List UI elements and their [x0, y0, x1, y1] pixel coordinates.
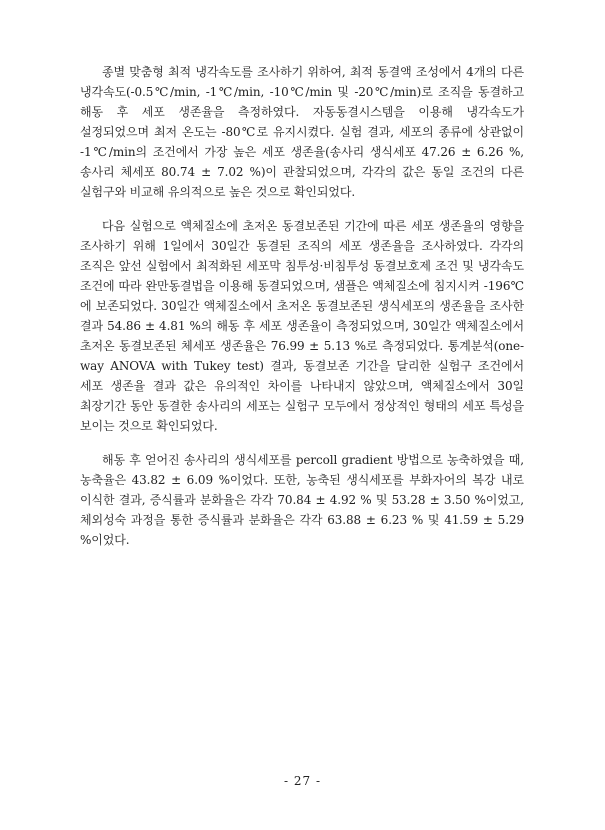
paragraph-germ-cell-enrichment: 해동 후 얻어진 송사리의 생식세포를 percoll gradient 방법으로 농축하였을 때, 농축율은 43.82 ± 6.09 %이었다. 또한, 농축된 생식세포를 부화자어의 복강 내로 이식한 결과, 증식률과 분화율은 각각 70.84 ± 4.92 % 및 53.28 ± 3.50 %이었고, 체외성숙 과정을 통한 증식률과 분화율은 각각 63.88 ± 6.23 % 및 41.59 ± 5.29 %이었다. [80, 453, 524, 547]
page-number: - 27 - [283, 774, 321, 788]
body-text [80, 62, 524, 564]
paragraph-cooling-rate: 종별 맞춤형 최적 냉각속도를 조사하기 위하여, 최적 동결액 조성에서 4개의 다른 냉각속도(-0.5℃/min, -1℃/min, -10℃/min 및 -20℃/min)로 조직을 동결하고 해동 후 세포 생존율을 측정하였다. 자동동결시스템을 이용해 냉각속도가 설정되었으며 최저 온도는 -80℃로 유지시켰다. 실험 결과, 세포의 종류에 상관없이 -1℃/min의 조건에서 가장 높은 세포 생존율(송사리 생식세포 47.26 ± 6.26 %, 송사리 체세포 80.74 ± 7.02 %)이 관찰되었으며, 각각의 값은 동일 조건의 다른 실험구와 비교해 유의적으로 높은 것으로 확인되었다. [80, 65, 524, 199]
paragraph-storage-period: 다음 실험으로 액체질소에 초저온 동결보존된 기간에 따른 세포 생존율의 영향을 조사하기 위해 1일에서 30일간 동결된 조직의 세포 생존율을 조사하였다. 각각의 조직은 앞선 실험에서 최적화된 세포막 침투성·비침투성 동결보호제 조건 및 냉각속도 조건에 따라 완만동결법을 이용해 동결되었으며, 샘플은 액체질소에 침지시켜 -196℃에 보존되었다. 30일간 액체질소에서 초저온 동결보존된 생식세포의 생존율을 조사한 결과 54.86 ± 4.81 %의 해동 후 세포 생존율이 측정되었으며, 30일간 액체질소에서 초저온 동결보존된 체세포 생존율은 76.99 ± 5.13 %로 측정되었다. 통계분석(one-way ANOVA with Tukey test) 결과, 동결보존 기간을 달리한 실험구 조건에서 세포 생존율 결과 값은 유의적인 차이를 나타내지 않았으며, 액체질소에서 30일 최장기간 동안 동결한 송사리의 세포는 실험구 모두에서 정상적인 형태의 세포 특성을 보이는 것으로 확인되었다. [80, 219, 524, 433]
